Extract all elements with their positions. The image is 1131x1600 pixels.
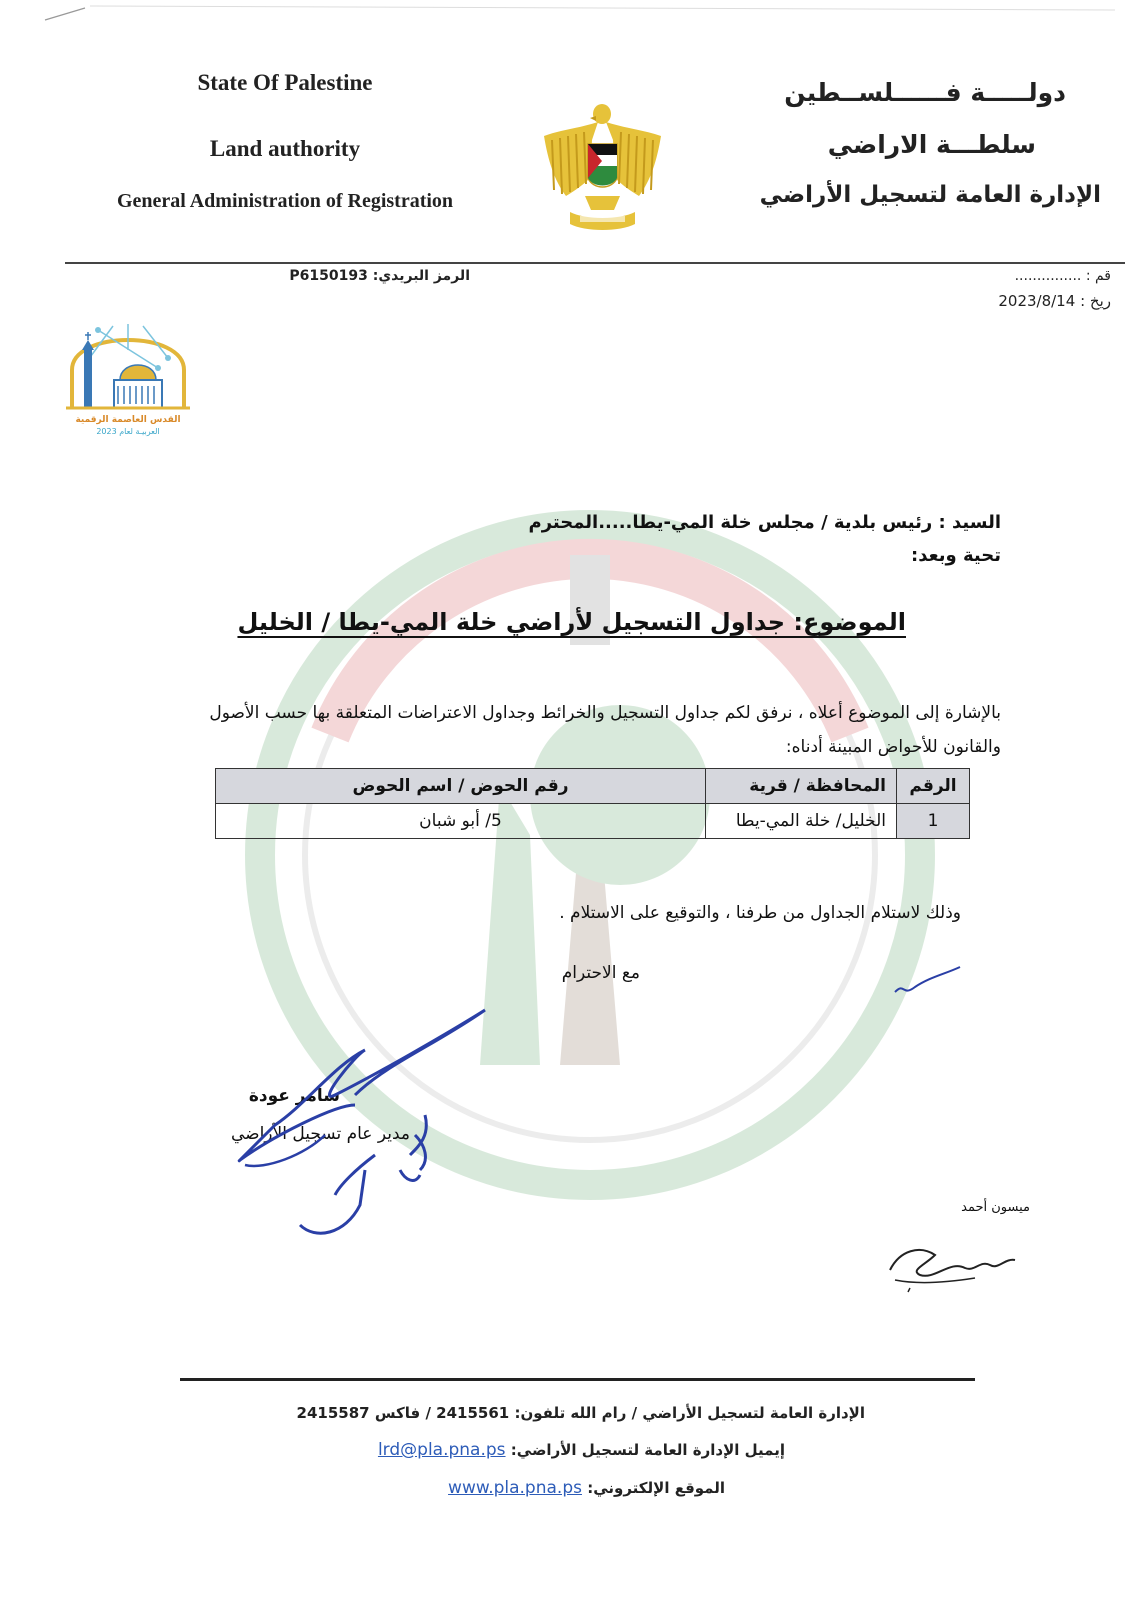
palestine-eagle-emblem [540,100,665,235]
registration-table [215,768,970,839]
reference-number [911,268,1111,284]
quds-digital-capital-logo [58,310,198,440]
closing-regards: مع الاحترام [561,963,640,983]
second-handwritten-signature [880,1230,1030,1300]
table-header-row [216,769,970,804]
date-value: 2023/8/14 [998,292,1076,310]
greeting-line: تحية وبعد: [911,545,1001,566]
quds-logo-caption-1: القدس العاصمة الرقمية [75,415,181,425]
recipient-line: السيد : رئيس بلدية / مجلس خلة المي-يطا.....المحترم [528,512,1001,533]
postal-code-value: P6150193 [289,268,368,284]
quds-logo-caption-2: العربيـة لعام 2023 [96,427,160,436]
letter-date [911,292,1111,310]
handwritten-signature [215,995,505,1255]
postal-code-label: الرمز البريدي: [372,268,470,284]
body-paragraph: بالإشارة إلى الموضوع أعلاه ، نرفق لكم جداول التسجيل والخرائط وجداول الاعتراضات المتعلقة بها حسب الأصول والقانون للأحواض المبينة أدناه: [209,703,1001,757]
letterhead-admin-en: General Administration of Registration [116,190,454,212]
reference-label: قم : [1085,268,1111,284]
scan-artifact [40,0,1120,30]
footer-website-label: الموقع الإلكتروني: [587,1479,725,1497]
postal-code [150,268,470,284]
table-cell-number: 1 [897,804,970,839]
second-signatory-name: ميسون أحمد [961,1200,1030,1215]
footer-website-line [150,1478,725,1498]
footer-address-phone: الإدارة العامة لتسجيل الأراضي / رام الله تلفون: 2415561 / فاكس [374,1404,865,1422]
table-cell-governorate: الخليل/ خلة المي-يطا [706,804,897,839]
letterhead-state-ar: دولـــــة فــــــلســطين [784,78,1066,107]
footer-divider [180,1378,975,1381]
footer-email-link[interactable]: lrd@pla.pna.ps [377,1440,506,1460]
table-header-governorate: المحافظة / قرية [706,769,897,804]
signatory-title: مدير عام تسجيل الأراضي [230,1124,410,1144]
footer-email-label: إيميل الإدارة العامة لتسجيل الأراضي: [510,1441,785,1459]
letterhead-authority-ar: سلطـــة الاراضي [827,130,1036,159]
reference-value: ............... [1014,268,1082,284]
footer-email-line [150,1440,785,1460]
letterhead-admin-ar: الإدارة العامة لتسجيل الأراضي [759,182,1101,208]
letterhead-state-en: State Of Palestine [197,70,373,95]
header-divider [65,262,1125,264]
signatory-name: سامر عودة [248,1086,340,1106]
subject-line: الموضوع: جداول التسجيل لأراضي خلة المي-يطا / الخليل [237,608,906,636]
date-label: ريخ : [1080,292,1111,310]
table-row [216,804,970,839]
footer-fax-number: 2415587 [296,1404,370,1422]
footer-website-link[interactable]: www.pla.pna.ps [448,1478,582,1498]
letterhead-authority-en: Land authority [209,136,361,161]
receipt-line: وذلك لاستلام الجداول من طرفنا ، والتوقيع على الاستلام . [559,903,961,923]
check-mark [890,962,965,1002]
table-header-basin: رقم الحوض / اسم الحوض [216,769,706,804]
footer-contact-line [150,1404,865,1422]
table-header-number: الرقم [897,769,970,804]
table-cell-basin: 5/ أبو شبان [216,804,706,839]
